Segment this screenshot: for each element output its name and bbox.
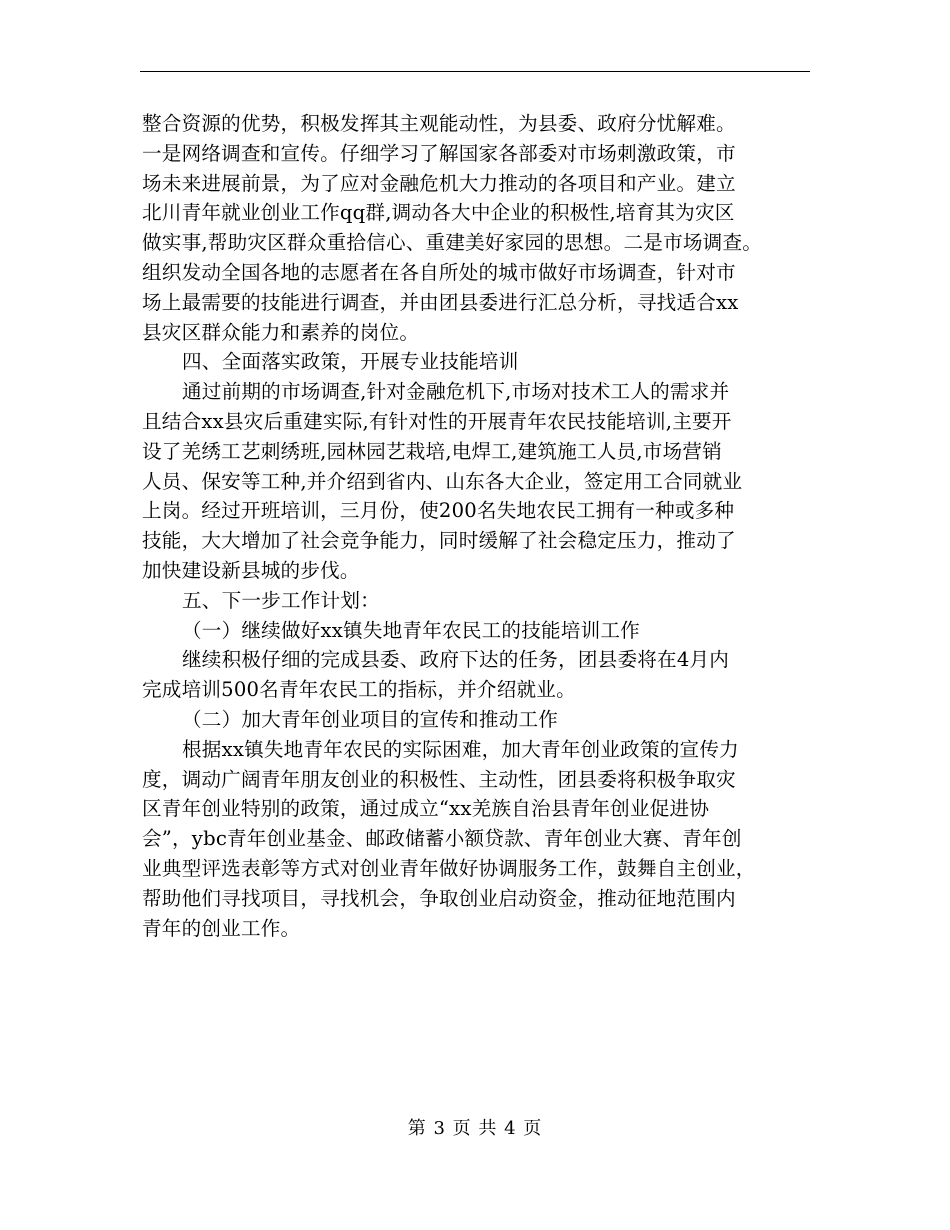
text-line: 县灾区群众能力和素养的岗位。 (142, 320, 420, 344)
text-line: 继续积极仔细的完成县委、政府下达的任务，团县委将在4月内 (182, 648, 730, 672)
text-line: 完成培训500名青年农民工的指标，并介绍就业。 (142, 678, 576, 702)
text-line: 帮助他们寻找项目，寻找机会，争取创业启动资金，推动征地范围内 (142, 886, 736, 910)
text-line: 业典型评选表彰等方式对创业青年做好协调服务工作，鼓舞自主创业， (142, 856, 756, 880)
text-line: （一）继续做好xx镇失地青年农民工的技能培训工作 (182, 618, 640, 642)
text-line: 度，调动广阔青年朋友创业的积极性、主动性，团县委将积极争取灾 (142, 767, 736, 791)
text-line: 人员、保安等工种,并介绍到省内、山东各大企业，签定用工合同就业 (142, 469, 743, 493)
page-footer: 第 3 页 共 4 页 (407, 1118, 543, 1139)
text-line: 青年的创业工作。 (142, 916, 301, 940)
text-line: 一是网络调查和宣传。仔细学习了解国家各部委对市场刺激政策，市 (142, 141, 736, 165)
text-line: 且结合xx县灾后重建实际,有针对性的开展青年农民技能培训,主要开 (142, 409, 732, 433)
text-line: 加快建设新县城的步伐。 (142, 558, 360, 582)
text-line: 五、下一步工作计划： (182, 588, 380, 612)
text-line: （二）加大青年创业项目的宣传和推动工作 (182, 707, 559, 731)
header-rule (140, 71, 810, 72)
text-line: 四、全面落实政策，开展专业技能培训 (182, 350, 519, 374)
text-line: 组织发动全国各地的志愿者在各自所处的城市做好市场调查，针对市 (142, 260, 736, 284)
text-line: 设了羌绣工艺刺绣班,园林园艺栽培,电焊工,建筑施工人员,市场营销 (142, 439, 722, 463)
text-line: 场上最需要的技能进行调查，并由团县委进行汇总分析，寻找适合xx (142, 290, 739, 314)
text-line: 通过前期的市场调查,针对金融危机下,市场对技术工人的需求并 (182, 380, 730, 404)
text-line: 会”，ybc青年创业基金、邮政储蓄小额贷款、青年创业大赛、青年创 (142, 827, 742, 851)
text-line: 技能，大大增加了社会竞争能力，同时缓解了社会稳定压力，推动了 (142, 529, 736, 553)
text-line: 做实事,帮助灾区群众重拾信心、重建美好家园的思想。二是市场调查。 (142, 231, 763, 255)
text-line: 根据xx镇失地青年农民的实际困难，加大青年创业政策的宣传力 (182, 737, 739, 761)
text-line: 场未来进展前景，为了应对金融危机大力推动的各项目和产业。建立 (142, 171, 736, 195)
text-line: 上岗。经过开班培训，三月份，使200名失地农民工拥有一种或多种 (142, 499, 735, 523)
text-line: 整合资源的优势，积极发挥其主观能动性，为县委、政府分忧解难。 (142, 112, 736, 135)
text-line: 北川青年就业创业工作qq群,调动各大中企业的积极性,培育其为灾区 (142, 201, 735, 225)
body-text (142, 109, 822, 943)
text-line: 区青年创业特别的政策，通过成立“xx羌族自治县青年创业促进协 (142, 797, 710, 821)
